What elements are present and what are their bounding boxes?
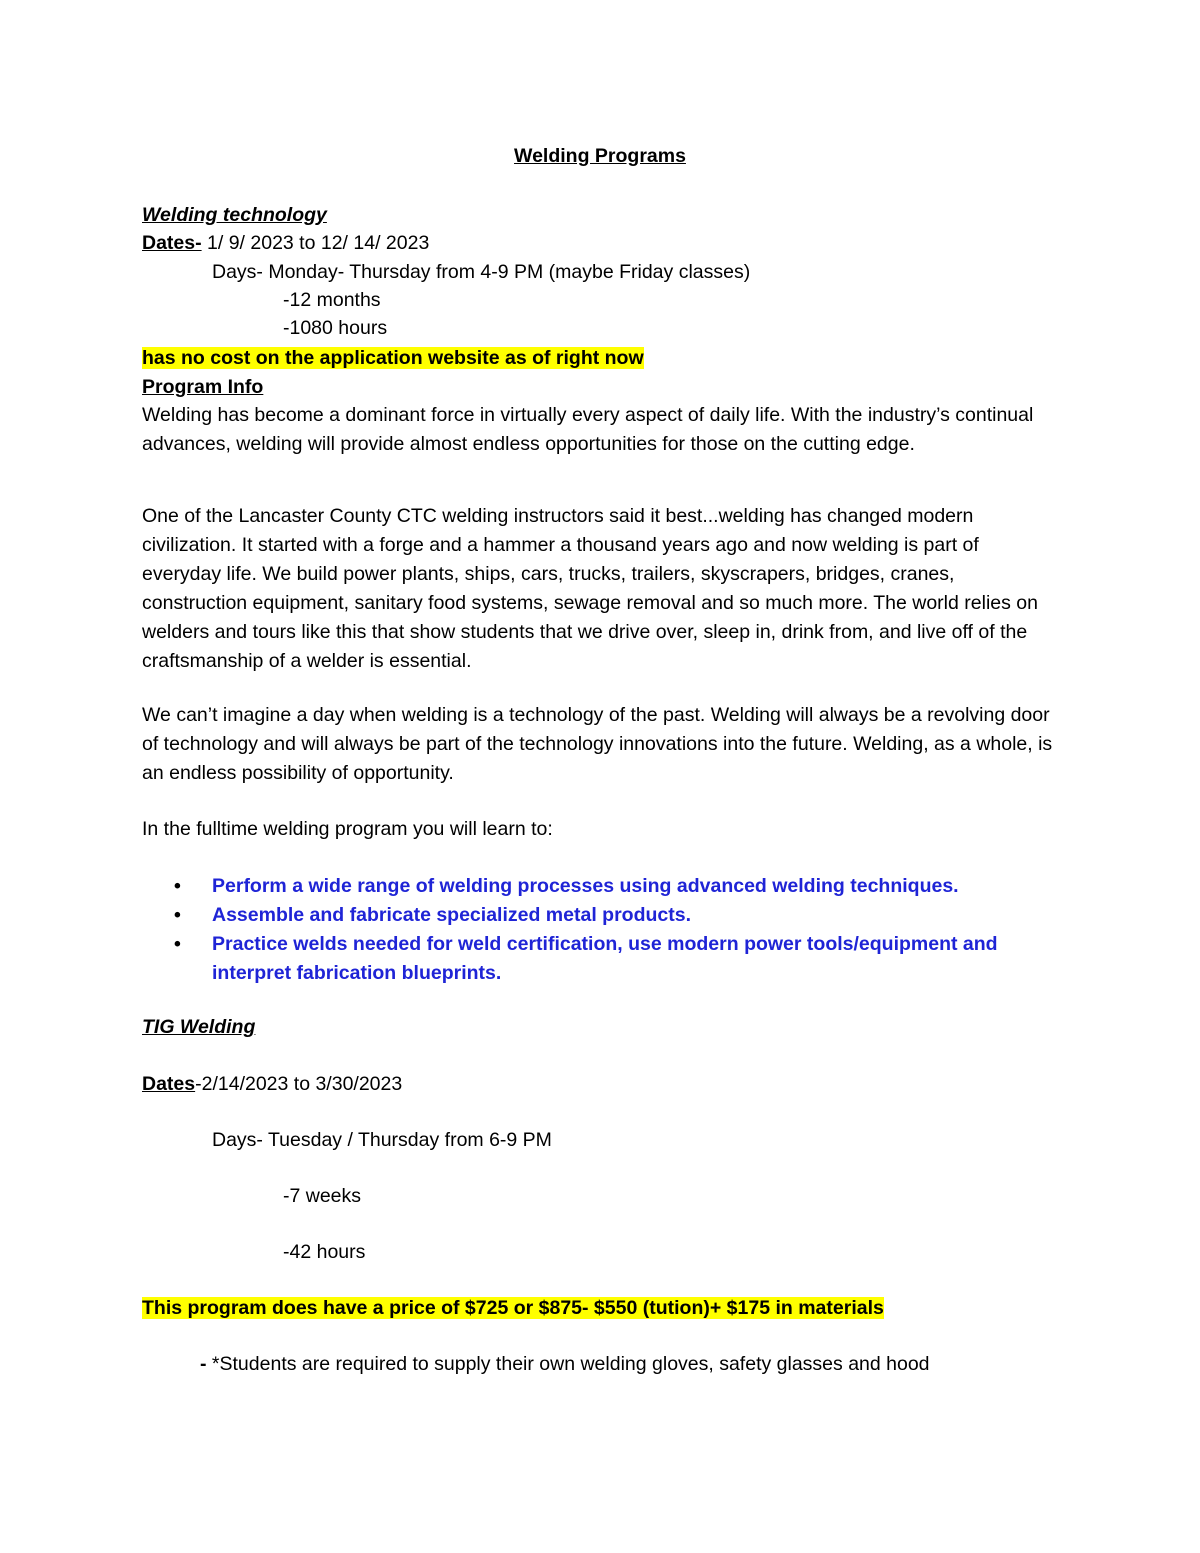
tig-welding-dates (142, 1071, 402, 1097)
tig-welding-duration: -7 weeks (283, 1185, 362, 1207)
bullet-icon: • (174, 875, 181, 897)
program-info-paragraph-2: One of the Lancaster County CTC welding instructors said it best...welding has changed modern civilization. It started with a forge and a hammer a thousand years ago and now welding is part of everyday life. We build power plants, ships, cars, trucks, trailers, skyscrapers, bridges, cranes, construction equipment, sanitary food systems, sewage removal and so much more. The world relies on welders and tours like this that show students that we drive over, sleep in, drink from, and live off of the craftsmanship of a welder is essential. (142, 505, 1038, 672)
welding-technology-dates (142, 230, 429, 256)
list-item (142, 872, 1057, 901)
tig-price-note (142, 1295, 884, 1321)
cost-note-highlight: has no cost on the application website as of right now (142, 347, 644, 369)
list-item-text: Assemble and fabricate specialized metal products. (212, 904, 691, 926)
supply-dash: - (200, 1353, 212, 1375)
page-title: Welding Programs (514, 145, 686, 167)
welding-technology-heading: Welding technology (142, 204, 327, 226)
welding-technology-duration: -12 months (283, 289, 381, 311)
welding-technology-days: Days- Monday- Thursday from 4-9 PM (maybe Friday classes) (212, 261, 751, 283)
tig-welding-hours: -42 hours (283, 1241, 366, 1263)
bullet-icon: • (174, 933, 181, 955)
tig-welding-days: Days- Tuesday / Thursday from 6-9 PM (212, 1129, 552, 1151)
tig-welding-heading: TIG Welding (142, 1016, 256, 1038)
list-item (142, 901, 1057, 930)
learning-outcomes-list (142, 872, 1057, 988)
tig-dates-label: Dates (142, 1073, 196, 1095)
welding-technology-hours: -1080 hours (283, 317, 388, 339)
learn-intro: In the fulltime welding program you will learn to: (142, 818, 553, 840)
list-item-text: Practice welds needed for weld certification, use modern power tools/equipment and interpret fabrication blueprints. (212, 933, 998, 984)
program-info-paragraph-1: Welding has become a dominant force in virtually every aspect of daily life. With the industry’s continual advances, welding will provide almost endless opportunities for those on the cutting edge. (142, 404, 1034, 455)
list-item-text: Perform a wide range of welding processes using advanced welding techniques. (212, 875, 959, 897)
price-note-highlight: This program does have a price of $725 or $875- $550 (tution)+ $175 in materials (142, 1297, 884, 1319)
dates-value: 1/ 9/ 2023 to 12/ 14/ 2023 (201, 232, 430, 254)
bullet-icon: • (174, 904, 181, 926)
tig-supply-note (200, 1351, 930, 1377)
supply-note-text: *Students are required to supply their own welding gloves, safety glasses and hood (211, 1353, 930, 1375)
welding-technology-cost-note (142, 345, 644, 371)
tig-dates-value: -2/14/2023 to 3/30/2023 (195, 1073, 403, 1095)
program-info-paragraph-3: We can’t imagine a day when welding is a technology of the past. Welding will always be a revolving door of technology and will always be part of the technology innovations into the future. Welding, as a whole, is an endless possibility of opportunity. (142, 704, 1053, 784)
program-info-label: Program Info (142, 376, 264, 398)
list-item (142, 930, 1057, 988)
dates-label: Dates- (142, 232, 202, 254)
